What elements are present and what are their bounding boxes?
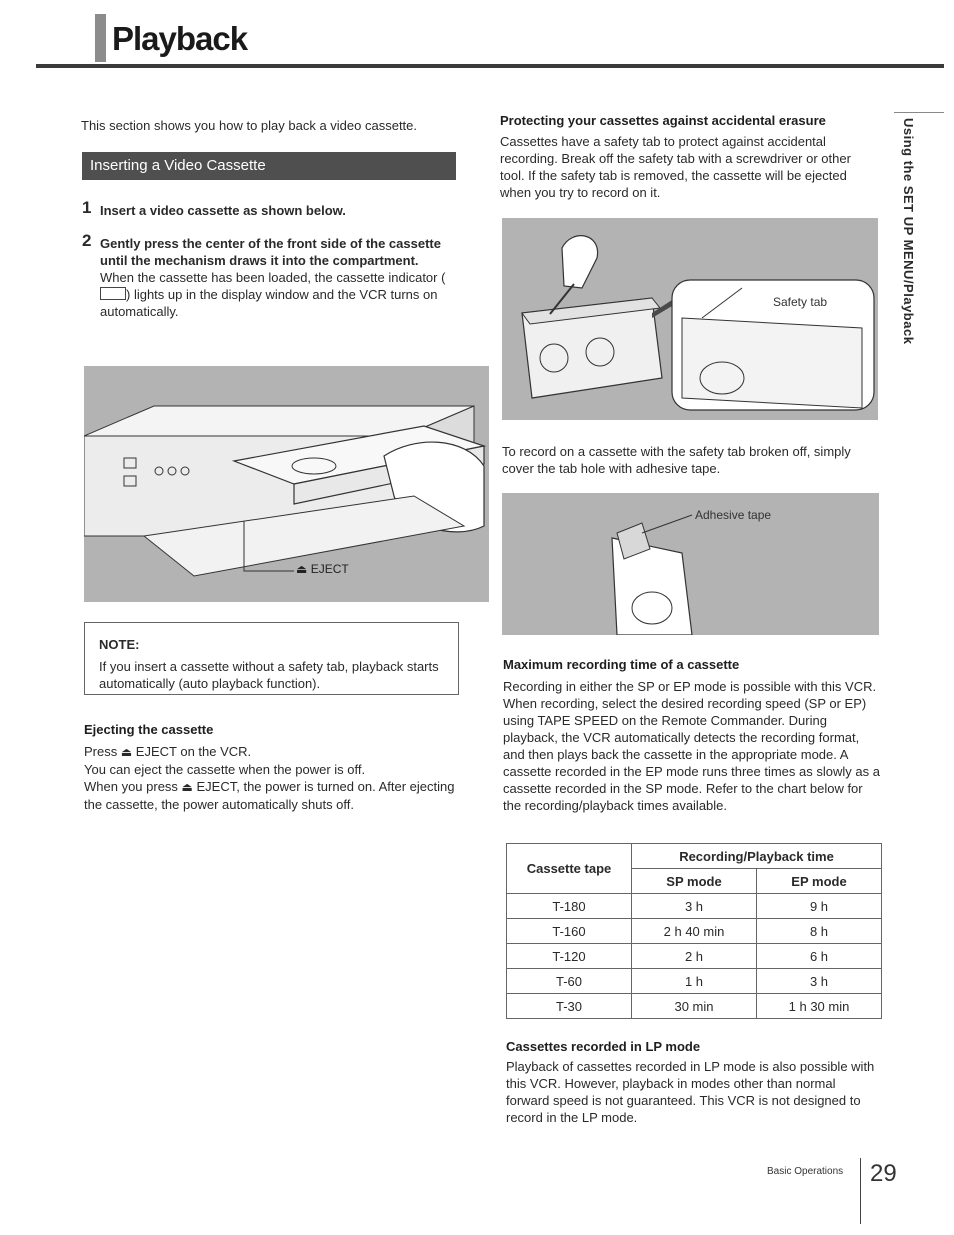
eject-line3-pre: When you press (84, 779, 182, 794)
page-number: 29 (870, 1160, 897, 1187)
lp-mode-heading: Cassettes recorded in LP mode (506, 1039, 701, 1054)
step-text: Gently press the center of the front side of the cassette until the mechanism draws it into the compartment. (100, 236, 441, 268)
eject-icon: ⏏ (296, 562, 308, 576)
max-time-heading: Maximum recording time of a cassette (503, 657, 740, 672)
safety-tab-label: Safety tab (773, 295, 828, 309)
vcr-insert-illustration (84, 366, 489, 602)
adhesive-tape-svg (502, 493, 879, 635)
step-detail-post: ) lights up in the display window and the VCR turns on automatically. (100, 287, 438, 319)
step-2 (82, 231, 462, 320)
step-number: 2 (82, 231, 92, 250)
cell-ep: 3 h (757, 969, 882, 994)
cell-ep: 8 h (757, 919, 882, 944)
cell-sp: 1 h (632, 969, 757, 994)
protecting-heading: Protecting your cassettes against accidental erasure (500, 113, 826, 128)
title-accent-bar (95, 14, 106, 62)
ejecting-text (84, 743, 464, 813)
cassette-indicator-icon (100, 287, 126, 300)
eject-line2: You can eject the cassette when the power is off. (84, 762, 366, 777)
footer-rule (860, 1158, 861, 1224)
adhesive-tape-instruction: To record on a cassette with the safety tab broken off, simply cover the tab hole with adhesive tape. (502, 444, 851, 476)
step-text: Insert a video cassette as shown below. (100, 203, 346, 218)
note-text: If you insert a cassette without a safety tab, playback starts automatically (auto playback function). (99, 659, 439, 691)
lp-mode-text: Playback of cassettes recorded in LP mode is also possible with this VCR. However, playback in modes other than normal forward speed is not guaranteed. This VCR is not designed to record in the LP mode. (506, 1059, 875, 1125)
safety-tab-svg (502, 218, 878, 420)
header-cassette-tape: Cassette tape (507, 844, 632, 894)
eject-line1-post: EJECT on the VCR. (132, 744, 252, 759)
eject-line1-pre: Press (84, 744, 121, 759)
table-row (507, 894, 882, 919)
adhesive-tape-illustration (502, 493, 879, 635)
ejecting-heading: Ejecting the cassette (84, 722, 214, 737)
eject-callout-label: EJECT (310, 562, 349, 576)
step-1 (82, 198, 462, 219)
footer-section-label: Basic Operations (767, 1166, 844, 1177)
cell-sp: 3 h (632, 894, 757, 919)
cell-tape: T-160 (507, 919, 632, 944)
page-title: Playback (112, 20, 248, 57)
header-sp-mode: SP mode (632, 869, 757, 894)
protecting-text: Cassettes have a safety tab to protect against accidental recording. Break off the safety tab with a screwdriver or other tool. If the safety tab is removed, the cassette will be ejected when you try to record on it. (500, 134, 851, 200)
sidebar-section-tab: Using the SET UP MENU/Playback (901, 118, 916, 345)
cell-sp: 2 h (632, 944, 757, 969)
recording-time-table (506, 843, 882, 1019)
cell-tape: T-30 (507, 994, 632, 1019)
cell-tape: T-60 (507, 969, 632, 994)
cell-ep: 9 h (757, 894, 882, 919)
cell-sp: 2 h 40 min (632, 919, 757, 944)
table-row (507, 919, 882, 944)
cell-ep: 6 h (757, 944, 882, 969)
cell-sp: 30 min (632, 994, 757, 1019)
table-row (507, 944, 882, 969)
eject-icon: ⏏ (120, 745, 133, 759)
note-heading: NOTE: (99, 637, 140, 652)
max-time-text: Recording in either the SP or EP mode is possible with this VCR. When recording, select the desired recording speed (SP or EP) using TAPE SPEED on the Remote Commander. During playback, the VCR automatically detects the recording format, and then plays back the cassette in the appropriate mode. A cassette recorded in the EP mode runs three times as slowly as a cassette recorded in the SP mode. Refer to the chart below for the recording/playback times available. (503, 679, 880, 813)
eject-icon: ⏏ (181, 780, 193, 794)
sidebar-rule (894, 112, 944, 113)
table-row (507, 969, 882, 994)
section-heading-inserting: Inserting a Video Cassette (82, 152, 456, 180)
step-detail-pre: When the cassette has been loaded, the cassette indicator ( (100, 270, 446, 285)
header-rule (36, 64, 944, 68)
intro-text: This section shows you how to play back a video cassette. (81, 118, 418, 133)
eject-callout (296, 562, 349, 576)
cell-tape: T-180 (507, 894, 632, 919)
cell-ep: 1 h 30 min (757, 994, 882, 1019)
note-box (84, 622, 459, 695)
step-number: 1 (82, 198, 92, 217)
adhesive-tape-label: Adhesive tape (695, 508, 772, 522)
eject-line3-post: EJECT, the power is turned on. After ejecting the cassette, the power automatically shuts off. (84, 779, 455, 812)
vcr-illustration-svg (84, 366, 489, 602)
table-row (507, 994, 882, 1019)
safety-tab-illustration (502, 218, 878, 420)
header-ep-mode: EP mode (757, 869, 882, 894)
cell-tape: T-120 (507, 944, 632, 969)
header-recording-playback-time: Recording/Playback time (632, 844, 882, 869)
table-header-row (507, 844, 882, 869)
